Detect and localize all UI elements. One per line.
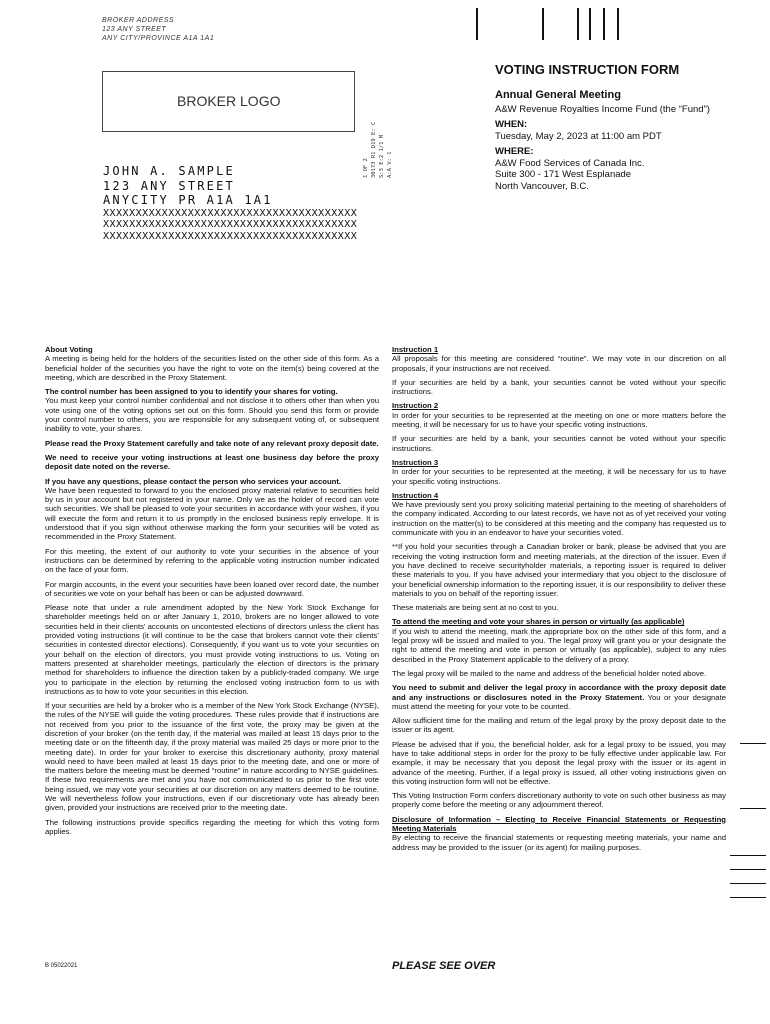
control-number-heading: The control number has been assigned to you to identify your shares for voting.: [45, 387, 338, 397]
instruction-3-heading: Instruction 3: [392, 457, 439, 467]
meeting-type: Annual General Meeting: [495, 89, 621, 101]
barcode-bar: [617, 8, 619, 40]
paragraph: If your securities are held by a bank, your securities cannot be voted without your specific instructions.: [392, 434, 726, 453]
paragraph: We have previously sent you proxy soliciting material pertaining to the meeting of shareholders of the company indicated. According to our latest records, we have not as of yet received your voting instruction on the matter(s) to be considered at this meeting and the company has requested us to communicate with you in an endeavor to have your securities voted.: [392, 500, 726, 538]
paragraph: For this meeting, the extent of our authority to vote your securities in the absence of your instructions can be determined by referring to the applicable voting instruction number indicated on the face of your form.: [45, 546, 379, 575]
paragraph: Please note that under a rule amendment adopted by the New York Stock Exchange for shareholder meetings held on or after January 1, 2010, brokers are no longer allowed to vote securities held in their clients’ accounts on uncontested elections of directors unless the client has provided voting instructions (it will continue to be the case that brokers cannot vote their clients’ securities in contested director elections). Consequently, if you want us to vote your securities on your behalf on the election of directors, you must provide voting instructions to us. Voting on matters presented at shareholder meetings, particularly the election of directors is the primary method for shareholders to influence the direction taken by a publicly-traded company. We urge you to participate in the election by returning the enclosed voting instruction form to us with instructions as to how to vote your securities in this election.: [45, 603, 379, 696]
barcode-bar: [589, 8, 591, 40]
paragraph: All proposals for this meeting are considered “routine”. We may vote in our discretion on all proposals, if your instructions are not received.: [392, 354, 726, 373]
about-voting-text: A meeting is being held for the holders of the securities listed on the other side of this form. As a beneficial holder of the securities you have the right to vote on the item(s) being covered at the meeting, which are described in the Proxy Statement.: [45, 354, 379, 382]
recipient-name: JOHN A. SAMPLE: [103, 164, 235, 178]
paragraph: In order for your securities to be represented at the meeting on one or more matters before the meeting, it will be necessary for us to have your specific voting instructions.: [392, 410, 726, 430]
paragraph: Please be advised that if you, the beneficial holder, ask for a legal proxy to be issued, you may have to take additional steps in order for the proxy to be fully effective under applicable law. For example, it may be necessary that you deposit the legal proxy with the issuer or its agent in advance of the meeting. Further, if a legal proxy is issued, all other voting instructions given on this voting instruction form will not be effective.: [392, 739, 726, 786]
barcode-bar: [542, 8, 544, 40]
barcode-bar: [603, 8, 605, 40]
vertical-code-line: 30173 R1 D19 E: C: [371, 121, 377, 178]
disclosure-heading: Disclosure of Information – Electing to Receive Financial Statements or Requesting Meeting Materials: [392, 814, 726, 834]
broker-logo: BROKER LOGO: [177, 93, 281, 109]
meeting-location: North Vancouver, B.C.: [495, 180, 589, 192]
when-label: WHEN:: [495, 119, 528, 130]
edge-mark: [730, 883, 766, 884]
broker-address-line: BROKER ADDRESS: [102, 17, 175, 24]
edge-mark: [730, 869, 766, 870]
vertical-code-line: A:A V: 1: [387, 151, 393, 178]
about-voting-heading: About Voting: [45, 345, 93, 354]
broker-address-line: 123 ANY STREET: [102, 26, 167, 33]
paragraph: If you wish to attend the meeting, mark the appropriate box on the other side of this form, and a legal proxy will be issued and mailed to you. The legal proxy will grant you or your designate the right to attend the meeting and vote in person or virtually (as applicable), subject to any rules described in the Proxy Statement applicable to the delivery of a proxy.: [392, 626, 726, 664]
recipient-street: 123 ANY STREET: [103, 178, 235, 193]
questions-notice: If you have any questions, please contact the person who services your account.: [45, 476, 342, 486]
paragraph: By electing to receive the financial statements or requesting meeting materials, your name and address may be provided to the issuer (or its agent) for mailing purposes.: [392, 833, 726, 852]
edge-mark: [740, 808, 766, 809]
barcode-bar: [577, 8, 579, 40]
where-label: WHERE:: [495, 146, 534, 157]
paragraph: The legal proxy will be mailed to the name and address of the beneficial holder noted above.: [392, 668, 707, 678]
control-number-text: You must keep your control number confidential and not disclose it to others other than when you vote using one of the voting options set out on this form. Should you send this form or provide your control number to others, you are responsible for any subsequent voting of, or subsequent inability to vote, your shares.: [45, 396, 379, 434]
please-see-over: PLEASE SEE OVER: [392, 960, 496, 972]
meeting-location: A&W Food Services of Canada Inc.: [495, 157, 645, 169]
edge-mark: [730, 855, 766, 856]
attend-meeting-heading: To attend the meeting and vote your shares in person or virtually (as applicable): [392, 617, 685, 627]
meeting-date: Tuesday, May 2, 2023 at 11:00 am PDT: [495, 130, 662, 142]
edge-mark: [730, 897, 766, 898]
form-code: B 05022021: [45, 963, 78, 969]
receive-instructions-notice: We need to receive your voting instructions at least one business day before the proxy deposit date noted on the reverse.: [45, 452, 379, 472]
legal-proxy-rest: You or your designate must attend the meeting for your vote to be counted.: [392, 692, 726, 711]
paragraph: If your securities are held by a bank, your securities cannot be voted without your specific instructions.: [392, 377, 726, 397]
recipient-city: ANYCITY PR A1A 1A1: [103, 193, 273, 207]
paragraph: This Voting Instruction Form confers discretionary authority to vote on such other business as may properly come before the meeting or any adjournment thereof.: [392, 791, 726, 810]
placeholder-line: XXXXXXXXXXXXXXXXXXXXXXXXXXXXXXXXXXXXXXX: [103, 219, 358, 230]
instruction-1-heading: Instruction 1: [392, 345, 439, 354]
form-title: VOTING INSTRUCTION FORM: [495, 62, 680, 77]
broker-address-line: ANY CITY/PROVINCE A1A 1A1: [102, 35, 215, 42]
paragraph: **If you hold your securities through a Canadian broker or bank, please be advised that you are receiving the voting instruction form and meeting materials, at the direction of the issuer. Even if you have declined to receive securityholder materials, a reporting issuer is required to deliver these materials to you. If you have advised your intermediary that you object to the disclosure of your beneficial ownership information to the reporting issuer, it is our responsibility to deliver these materials to you on behalf of the reporting issuer.: [392, 542, 726, 598]
placeholder-line: XXXXXXXXXXXXXXXXXXXXXXXXXXXXXXXXXXXXXXX: [103, 230, 358, 242]
instruction-4-heading: Instruction 4: [392, 490, 439, 500]
paragraph: We have been requested to forward to you the enclosed proxy material relative to securities held by us in your account but not registered in your name. Only we as the holder of record can vote such securities. We shall be pleased to vote your securities in accordance with your wishes, if you will execute the form and return it to us promptly in the enclosed business reply envelope. It is understood that if you sign without otherwise marking the form your securities will be voted as recommended in the Proxy Statement.: [45, 485, 379, 542]
vertical-code-line: S:3 E:2 1/1 M: [379, 134, 385, 178]
instructions-column: [392, 345, 726, 857]
meeting-location: Suite 300 - 171 West Esplanade: [495, 169, 632, 180]
legal-proxy-bold: You need to submit and deliver the legal proxy in accordance with the proxy deposit date and any instructions or disclosures noted in the Proxy Statement.: [392, 683, 726, 702]
paragraph: In order for your securities to be represented at the meeting, it will be necessary for us to have your specific voting instructions.: [392, 467, 726, 486]
vertical-code-line: 1 OF 2: [363, 158, 369, 178]
mailing-address: [103, 164, 357, 242]
vertical-codes: [362, 78, 392, 178]
about-voting-column: [45, 345, 379, 841]
read-proxy-notice: Please read the Proxy Statement carefully and take note of any relevant proxy deposit date.: [45, 438, 379, 448]
edge-mark: [740, 743, 766, 744]
broker-address: [102, 16, 214, 43]
meeting-details: [495, 90, 735, 192]
paragraph: If your securities are held by a broker who is a member of the New York Stock Exchange (NYSE), the rules of the NYSE will guide the voting procedures. These rules provide that if instructions are not received from you prior to the issuance of the first vote, the proxy may be given at the discretion of your broker (on the tenth day, if the material was mailed at least 15 days prior to the meeting date or on the fifteenth day, if the proxy material was mailed 25 days or more prior to the meeting date). In order for your broker to exercise this discretionary authority, proxy material would need to have been mailed at least 15 days prior to the meeting date, and one or more of the matters before the meeting must be deemed “routine” in nature according to NYSE guidelines. If these two requirements are met and you have not communicated to us prior to the first vote being issued, we may vote your securities at our discretion on any matters deemed to be routine. We will nevertheless follow your instructions, even if our discretionary vote has already been given, provided your instructions are received prior to the meeting date.: [45, 701, 379, 813]
barcode-bar: [476, 8, 478, 40]
paragraph: For margin accounts, in the event your securities have been loaned over record date, the number of securities we vote on your behalf has been or can be adjusted downward.: [45, 579, 379, 598]
placeholder-line: XXXXXXXXXXXXXXXXXXXXXXXXXXXXXXXXXXXXXXX: [103, 207, 358, 219]
paragraph: The following instructions provide specifics regarding the meeting for which this voting form applies.: [45, 817, 379, 836]
broker-logo-box: [102, 71, 355, 132]
paragraph: Allow sufficient time for the mailing and return of the legal proxy by the proxy deposit date to the issuer or its agent.: [392, 716, 726, 735]
instruction-2-heading: Instruction 2: [392, 401, 439, 411]
fund-name: A&W Revenue Royalties Income Fund (the “Fund”): [495, 103, 710, 115]
paragraph: These materials are being sent at no cost to you.: [392, 603, 559, 613]
legal-proxy-paragraph: [392, 683, 726, 711]
